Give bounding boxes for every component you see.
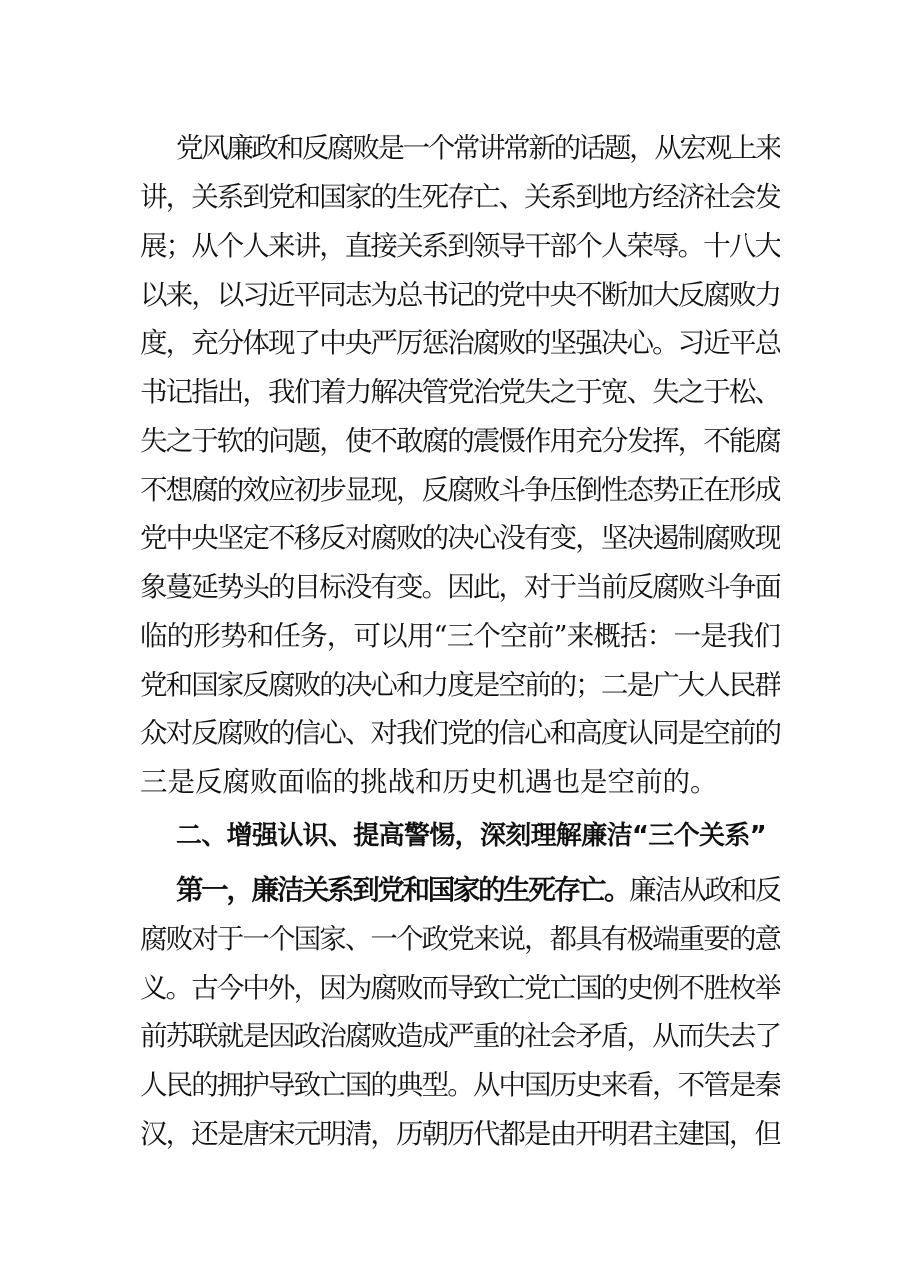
paragraph-line: 前苏联就是因政治腐败造成严重的社会矛盾，从而失去了 [140,1020,780,1052]
paragraph-line: 三是反腐败面临的挑战和历史机遇也是空前的。 [140,766,718,798]
paragraph-line: 党和国家反腐败的决心和力度是空前的；二是广大人民群 [140,669,780,701]
bold-lead-sentence: 第一，廉洁关系到党和国家的生死存亡。 [176,874,630,906]
paragraph-line: 讲，关系到党和国家的生死存亡、关系到地方经济社会发 [140,181,780,213]
paragraph-line: 以来，以习近平同志为总书记的党中央不断加大反腐败力 [140,279,780,311]
paragraph-line: 党中央坚定不移反对腐败的决心没有变，坚决遏制腐败现 [140,522,780,554]
paragraph-line: 书记指出，我们着力解决管党治党失之于宽、失之于松、 [140,376,780,408]
paragraph-line: 不想腐的效应初步显现，反腐败斗争压倒性态势正在形成 [140,474,780,506]
paragraph-line: 汉，还是唐宋元明清，历朝历代都是由开明君主建国，但 [140,1118,780,1150]
lead-continuation: 廉洁从政和反 [629,874,780,906]
paragraph-line: 义。古今中外，因为腐败而导致亡党亡国的史例不胜枚举 [140,972,780,1004]
paragraph-line: 度，充分体现了中央严厉惩治腐败的坚强决心。习近平总 [140,327,780,359]
paragraph-line: 象蔓延势头的目标没有变。因此，对于当前反腐败斗争面 [140,571,780,603]
paragraph-line: 展；从个人来讲，直接关系到领导干部个人荣辱。十八大 [140,230,780,262]
paragraph-line: 失之于软的问题，使不敢腐的震慑作用充分发挥，不能腐 [140,425,780,457]
paragraph-line: 党风廉政和反腐败是一个常讲常新的话题，从宏观上来 [176,132,780,164]
section-heading: 二、增强认识、提高警惕，深刻理解廉洁“三个关系” [176,821,766,851]
paragraph-line: 众对反腐败的信心、对我们党的信心和高度认同是空前的 [140,717,780,749]
paragraph-line: 临的形势和任务，可以用“三个空前”来概括：一是我们 [140,620,780,652]
paragraph-line: 腐败对于一个国家、一个政党来说，都具有极端重要的意 [140,923,780,955]
paragraph-line [176,870,780,910]
paragraph-line: 人民的拥护导致亡国的典型。从中国历史来看，不管是秦 [140,1069,780,1101]
